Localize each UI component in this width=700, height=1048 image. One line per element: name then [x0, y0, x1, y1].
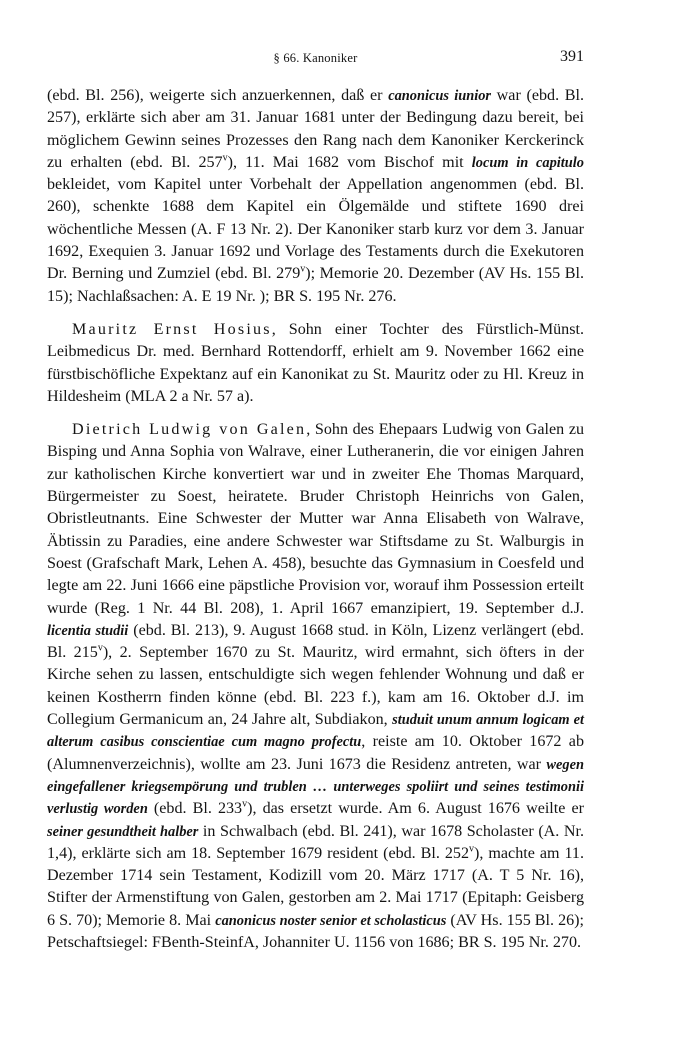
text-run: bekleidet, vom Kapitel unter Vorbehalt der Appellation angenommen (ebd. Bl. 260), schenkte 1688 dem Kapitel ein Ölgemälde und stiftete 1690 drei wöchentliche Messen (A. F 13 Nr. 2). Der Kanoniker starb kurz vor dem 3. Januar 1692, Exequien 3. Januar 1692 und Vorlage des Testaments durch die Exekutoren Dr. Berning und Zumziel (ebd. Bl. 279 — [47, 176, 584, 283]
text-run: war (ebd. Bl. 257), erklärte sich aber am 31. Januar 1681 unter der Bedingung dazu bereit, bei möglichem Gewinn seines Prozesses den Rang nach dem Kanoniker Kerckerinck zu erhalten (ebd. Bl. 257 — [47, 87, 585, 171]
paragraph-mauritz-ernst-hosius — [47, 319, 584, 408]
text-run: (ebd. Bl. 233 — [147, 800, 243, 818]
latin-phrase: canonicus noster senior et scholasticus — [215, 912, 447, 929]
person-name: Mauritz Ernst Hosius — [72, 320, 272, 338]
latin-phrase: licentia studii — [47, 622, 129, 639]
running-head: § 66. Kanoniker — [273, 51, 358, 65]
latin-phrase: seiner gesundtheit halber — [47, 823, 199, 840]
person-name: Dietrich Ludwig von Galen — [72, 421, 307, 439]
text-run: , Sohn des Ehepaars Ludwig von Galen zu Bisping und Anna Sophia von Walrave, einer Lutheranerin, die vor einigen Jahren zur katholischen Kirche konvertiert war und in zweiter Ehe Thomas Marquard, Bürgermeister zu Soest, heiratete. Bruder Christoph Heinrichs von Galen, Obristleutnants. Eine Schwester der Mutter war Anna Elisabeth von Walrave, Äbtissin zu Paradies, eine andere Schwester war Stiftsdame zu St. Walburgis in Soest (Grafschaft Mark, Lehen A. 458), besuchte das Gymnasium in Coesfeld und legte am 22. Juni 1666 eine päpstliche Provision vor, worauf ihm Possession erteilt wurde (Reg. 1 Nr. 44 Bl. 208), 1. April 1667 emanzipiert, 19. September d.J. — [47, 421, 585, 617]
folio-verso-superscript: v — [222, 152, 228, 164]
text-run: ); Memorie 20. Dezember (AV Hs. 155 Bl. 15); Nachlaßsachen: A. E 19 Nr. ); BR S. 195 Nr. 276. — [47, 265, 584, 305]
page-number: 391 — [560, 48, 584, 65]
text-run: (AV Hs. 155 Bl. 26); Petschaftsiegel: FBenth-SteinfA, Johanniter U. 1156 von 1686; BR S. 195 Nr. 270. — [47, 911, 585, 951]
text-run: in Schwalbach (ebd. Bl. 241), war 1678 Scholaster (A. Nr. 1,4), erklärte sich am 18. September 1679 resident (ebd. Bl. 252 — [47, 822, 584, 862]
text-run: ), das ersetzt wurde. Am 6. August 1676 weilte er — [247, 800, 584, 818]
text-run: ), 11. Mai 1682 vom Bischof mit — [227, 153, 472, 171]
latin-phrase: wegen eingefallener kriegsempörung und trublen … unterweges spoliirt und seines testimonii verlustig worden — [47, 756, 584, 818]
folio-verso-superscript: v — [97, 642, 103, 654]
folio-verso-superscript: v — [469, 843, 475, 855]
text-run: , Sohn einer Tochter des Fürstlich-Münst. Leibmedicus Dr. med. Bernhard Rottendorff, erhielt am 9. November 1662 eine fürstbischöfliche Expektanz auf ein Kanonikat zu St. Mauritz oder zu Hl. Kreuz in Hildesheim (MLA 2 a Nr. 57 a). — [47, 320, 584, 405]
latin-phrase: canonicus iunior — [388, 88, 492, 104]
paragraph-dietrich-ludwig-von-galen — [47, 419, 584, 954]
folio-verso-superscript: v — [300, 264, 306, 276]
page-header — [47, 48, 584, 70]
paragraph-hosius-continuation — [47, 85, 584, 308]
text-run: (ebd. Bl. 256), weigerte sich anzuerkennen, daß er — [47, 87, 389, 104]
text-run: ), 2. September 1670 zu St. Mauritz, wird ermahnt, sich öfters in der Kirche sehen zu lassen, entschuldigte sich wegen fehlender Wohnung und daß er keinen Kostherrn finden könne (ebd. Bl. 223 f.), kam am 16. Oktober d.J. im Collegium Germanicum an, 24 Jahre alt, Subdiakon, — [47, 644, 584, 729]
latin-phrase: studuit unum annum logicam et alterum casibus conscientiae cum magno profectu — [47, 712, 584, 751]
folio-verso-superscript: v — [242, 798, 248, 810]
text-run: ), machte am 11. Dezember 1714 sein Testament, Kodizill vom 20. März 1717 (A. T 5 Nr. 16), Stifter der Armenstiftung von Galen, gestorben am 2. Mai 1717 (Epitaph: Geisberg 6 S. 70); Memorie 8. Mai — [47, 844, 584, 929]
text-run: , reiste am 10. Oktober 1672 ab (Alumnenverzeichnis), wollte am 23. Juni 1673 die Residenz antreten, war — [47, 733, 584, 773]
text-run: (ebd. Bl. 213), 9. August 1668 stud. in Köln, Lizenz verlängert (ebd. Bl. 215 — [47, 621, 585, 662]
page-body — [47, 85, 584, 954]
latin-phrase: locum in capitulo — [471, 154, 584, 171]
